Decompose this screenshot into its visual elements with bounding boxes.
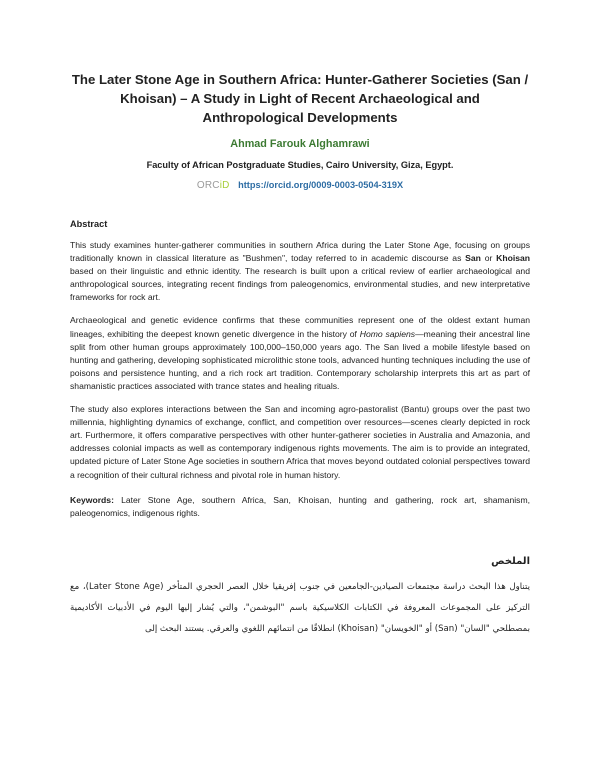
- orcid-logo-id: iD: [219, 180, 230, 191]
- abstract-paragraph-2: [70, 314, 530, 393]
- term-khoisan: Khoisan: [496, 253, 531, 264]
- orcid-row: [70, 180, 530, 191]
- arabic-abstract-paragraph: يتناول هذا البحث دراسة مجتمعات الصيادين-الجامعين في جنوب إفريقيا خلال العصر الحجري المتأخر (Later Stone Age)، مع التركيز على المجموعات المعروفة في الكتابات الكلاسيكية باسم "البوشمن"، والتي يُشار إليها اليوم في الأدبيات الأكاديمية بمصطلحي "السان" (San) أو "الخويسان" (Khoisan) انطلاقًا من انتمائهم اللغوي والعرقي. يستند البحث إلى: [70, 581, 530, 634]
- abstract-p1-text-d: based on their linguistic and ethnic identity. The research is built upon a critical review of earlier archaeological and anthropological sources, integrating recent findings from paleogenomics, environmental studies, and new interpretative frameworks for rock art.: [70, 266, 530, 303]
- orcid-logo-icon: [197, 180, 230, 191]
- orcid-link[interactable]: https://orcid.org/0009-0003-0504-319X: [238, 180, 404, 190]
- abstract-p2-text-a: Archaeological and genetic evidence confirms that these communities represent one of the oldest extant human lineages, exhibiting the deepest known genetic divergence in the history of: [70, 315, 530, 339]
- abstract-heading: Abstract: [70, 219, 108, 229]
- term-san: San: [465, 253, 481, 264]
- abstract-paragraph-1: [70, 239, 530, 304]
- affiliation: Faculty of African Postgraduate Studies, Cairo University, Giza, Egypt.: [146, 160, 454, 170]
- keywords-label: Keywords:: [70, 494, 114, 505]
- abstract-p2-text-b: —meaning their ancestral line split from other human groups approximately 100,000–150,000 years ago. The San lived a mobile lifestyle based on hunting and gathering, developing sophisticated microlithic stone tools, advanced hunting techniques including the use of poisons and persistence hunting, and a rich rock art tradition. Contemporary scholarship interprets this art as part of shamanistic practices associated with trance states and healing rituals.: [70, 328, 530, 391]
- term-homo-sapiens: Homo sapiens: [359, 328, 416, 339]
- keywords: [70, 494, 530, 520]
- abstract-p1-text-c: or: [480, 253, 497, 264]
- abstract-p1-text-a: This study examines hunter-gatherer communities in southern Africa during the Later Stone Age, focusing on groups traditionally known in classical literature as "Bushmen", today referred to in academic discourse as: [70, 240, 530, 264]
- orcid-logo-text: ORC: [196, 180, 220, 191]
- author-name: Ahmad Farouk Alghamrawi: [230, 138, 370, 150]
- paper-title: The Later Stone Age in Southern Africa: Hunter-Gatherer Societies (San / Khoisan) – A Study in Light of Recent Archaeological and Anthropological Developments: [71, 72, 529, 125]
- abstract-paragraph-3: The study also explores interactions between the San and incoming agro-pastoralist (Bantu) groups over the past two millennia, highlighting dynamics of exchange, conflict, and competition over resources—scenes clearly depicted in rock art. Furthermore, it offers comparative perspectives with other hunter-gatherer societies in Australia and Amazonia, and addresses colonial impacts as well as contemporary indigenous rights movements. The aim is to provide an integrated, updated picture of Later Stone Age societies in southern Africa that moves beyond outdated colonial perspectives toward a recognition of their cultural richness and pivotal role in human history.: [70, 404, 530, 480]
- arabic-abstract-heading: الملخص: [491, 555, 530, 567]
- keywords-text: Later Stone Age, southern Africa, San, Khoisan, hunting and gathering, rock art, shamanism, paleogenomics, indigenous rights.: [70, 494, 530, 518]
